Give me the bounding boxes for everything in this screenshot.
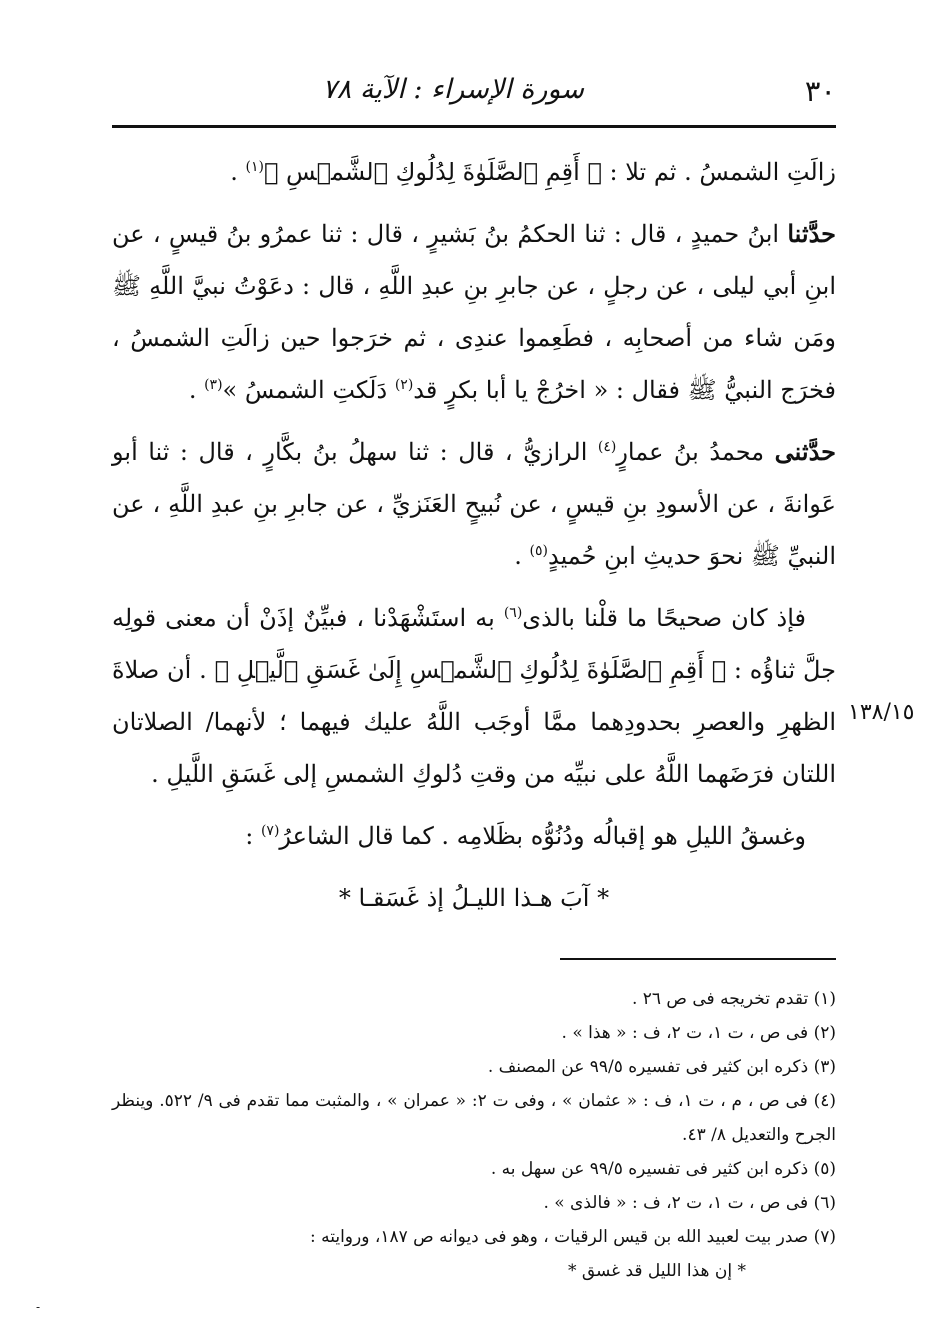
footnotes [112,982,836,1288]
p5-text-2: : [245,822,261,850]
footnote-3: (٣) ذكره ابن كثير فى تفسيره ٩٩/٥ عن المصنف . [487,1057,836,1077]
scan-mark: - [36,1300,41,1314]
p1-text-1: زالَتِ الشمسُ . ثم تلا : [601,158,836,186]
footnote-ref-5[interactable]: (٥) [529,543,548,559]
page-header [112,70,836,116]
p4-text-2: به استَشْهَدْنا ، فبيِّنٌ إذَنْ أن معنى قولِه جلَّ ثناؤُه : [112,604,836,684]
paragraph-2 [112,208,836,416]
p3-text-3: . [514,542,530,570]
margin-reference: ١٣٨/١٥ [848,700,915,725]
p2-hadith-opener: حدَّثنا [787,219,836,248]
footnote-poem: * إن هذا الليل قد غسق * [567,1261,746,1281]
paragraph-3 [112,426,836,582]
poem-verse: * آبَ هـذا الليـلُ إذ غَسَقـا * [338,884,610,912]
running-title: سورة الإسراء : الآية ٧٨ [322,74,584,105]
p3-hadith-opener: حدَّثنى [774,437,836,466]
p2-text-1: ابنُ حميدٍ ، قال : ثنا الحكمُ بنُ بَشيرٍ ، قال : ثنا عمرُو بنُ قيسٍ ، عن ابنِ أبي ليلى ، عن رجلٍ ، عن جابرِ بنِ عبدِ اللَّهِ ، قال : دعَوْتُ نبيَّ اللَّهِ ﷺ ومَن شاء من أصحابِه ، فطَعِموا عندِى ، ثم خرَجوا حين زالَتِ الشمسُ ، فخرَج النبيُّ ﷺ فقال : « اخرُجْ يا أبا بكرٍ قد [112,220,836,404]
footnote-ref-1[interactable]: (١) [245,159,264,175]
p2-text-2: دَلَكتِ الشمسُ » [222,376,395,404]
header-rule [112,125,836,128]
footnote-ref-4[interactable]: (٤) [597,439,617,455]
footnote-rule [560,958,836,960]
p1-text-2: . [230,158,246,186]
footnote-ref-6[interactable]: (٦) [503,605,523,621]
paragraph-5 [112,810,836,862]
footnote-2: (٢) فى ص ، ت ١، ت ٢، ف : « هذا » . [561,1023,836,1043]
p2-text-3: . [188,376,205,404]
quran-verse-2: ﴿ أَقِمِ ٱلصَّلَوٰةَ لِدُلُوكِ ٱلشَّمۡسِ إِلَىٰ غَسَقِ ٱلَّيۡلِ ﴾ [214,656,727,684]
footnote-ref-3[interactable]: (٣) [204,377,223,393]
p4-text-1: فإذ كان صحيحًا ما قلْنا بالذى [522,604,806,632]
quran-verse-1: ﴿ أَقِمِ ٱلصَّلَوٰةَ لِدُلُوكِ ٱلشَّمۡسِ ﴾ [263,158,602,186]
footnote-5: (٥) ذكره ابن كثير فى تفسيره ٩٩/٥ عن سهل به . [490,1159,836,1179]
p3-text-2: الرازيُّ ، قال : ثنا سهلُ بنُ بكَّارٍ ، قال : ثنا أبو عَوانةَ ، عن الأسودِ بنِ قيسٍ ، عن نُبيحٍ العَنَزيِّ ، عن جابرِ بنِ عبدِ اللَّهِ ، عن النبيِّ ﷺ نحوَ حديثِ ابنِ حُميدٍ [112,438,836,570]
footnote-4: (٤) فى ص ، م ، ت ١، ف : « عثمان » ، وفى ت ٢: « عمران » ، والمثبت مما تقدم فى ٩/ ٥٢٢. وينظر الجرح والتعديل ٨/ ٤٣. [112,1091,836,1145]
footnote-ref-7[interactable]: (٧) [260,823,280,839]
p4-text-3: . أن صلاةَ الظهرِ والعصرِ بحدودِهما ممَّا أوجَب اللَّهُ عليك فيهما ؛ لأنهما/ الصلاتان اللتان فرَضَهما اللَّهُ على نبيِّه من وقتِ دُلوكِ الشمسِ إلى غَسَقِ اللَّيلِ . [112,656,836,788]
p5-text-1: وغسقُ الليلِ هو إقبالُه ودُنُوُّه بظَلامِه . كما قال الشاعرُ [279,822,806,850]
page-number: ٣٠ [804,74,836,108]
paragraph-4 [112,592,836,800]
p3-text-1: محمدُ بنُ عمارٍ [616,438,775,466]
paragraph-1 [112,146,836,198]
footnote-1: (١) تقدم تخريجه فى ص ٢٦ . [631,989,836,1009]
main-text [112,146,836,924]
footnote-ref-2[interactable]: (٢) [394,377,414,393]
footnote-6: (٦) فى ص ، ت ١، ت ٢، ف : « فالذى » . [543,1193,836,1213]
footnote-7: (٧) صدر بيت لعبيد الله بن قيس الرقيات ، وهو فى ديوانه ص ١٨٧، وروايته : [309,1227,836,1247]
